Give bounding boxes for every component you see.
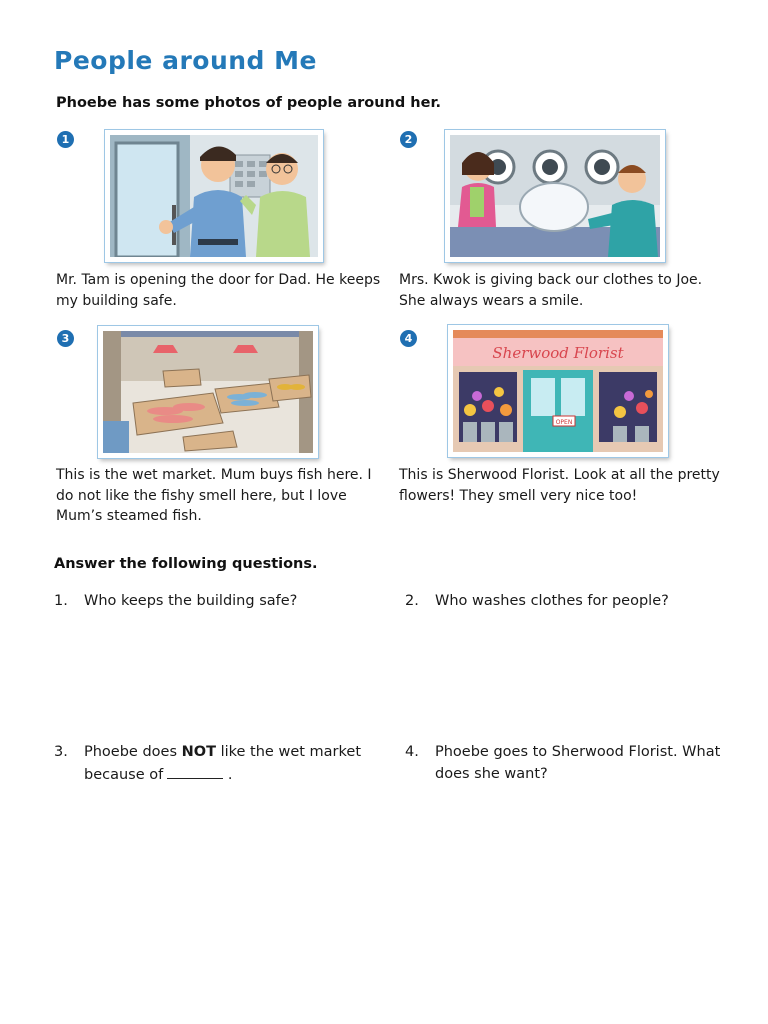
- question-emphasis: NOT: [181, 744, 216, 760]
- photo-caption: Mrs. Kwok is giving back our clothes to Joe. She always wears a smile.: [399, 272, 703, 309]
- question-number: 3.: [54, 744, 68, 760]
- answer-blank[interactable]: [167, 764, 223, 779]
- photo-caption: This is Sherwood Florist. Look at all the pretty flowers! They smell very nice too!: [399, 467, 720, 504]
- intro-text: Phoebe has some photos of people around her.: [56, 95, 442, 111]
- question-4: [405, 742, 745, 790]
- shop-sign-text: Sherwood Florist: [492, 344, 624, 362]
- photo-number-badge: 3: [57, 330, 74, 347]
- question-text: like the wet market: [215, 744, 361, 760]
- photo-wet-market: [98, 326, 318, 458]
- question-text: Phoebe does: [84, 744, 182, 760]
- question-2: [405, 591, 735, 615]
- questions-heading: Answer the following questions.: [54, 556, 318, 572]
- question-text: Who keeps the building safe?: [84, 593, 298, 609]
- photo-security-guard: [105, 130, 323, 262]
- photo-caption: Mr. Tam is opening the door for Dad. He keeps my building safe.: [56, 272, 381, 309]
- question-text: Who washes clothes for people?: [435, 593, 669, 609]
- photo-florist: [448, 325, 668, 457]
- question-text: Phoebe goes to Sherwood Florist. What: [435, 744, 721, 760]
- question-text: does she want?: [435, 765, 548, 782]
- photo-caption: This is the wet market. Mum buys fish here. I do not like the fishy smell here, but I love Mum’s steamed fish.: [56, 467, 372, 524]
- open-sign-text: OPEN: [555, 419, 573, 426]
- question-number: 4.: [405, 744, 419, 760]
- question-text: .: [227, 766, 233, 783]
- question-1: [54, 591, 374, 615]
- question-number: 2.: [405, 593, 419, 609]
- question-text: because of: [84, 766, 164, 783]
- question-number: 1.: [54, 593, 68, 609]
- photo-number-badge: 2: [400, 131, 417, 148]
- photo-laundry: [445, 130, 665, 262]
- page-title: People around Me: [54, 46, 317, 75]
- photo-number-badge: 4: [400, 330, 417, 347]
- photo-number-badge: 1: [57, 131, 74, 148]
- question-3: [54, 742, 384, 790]
